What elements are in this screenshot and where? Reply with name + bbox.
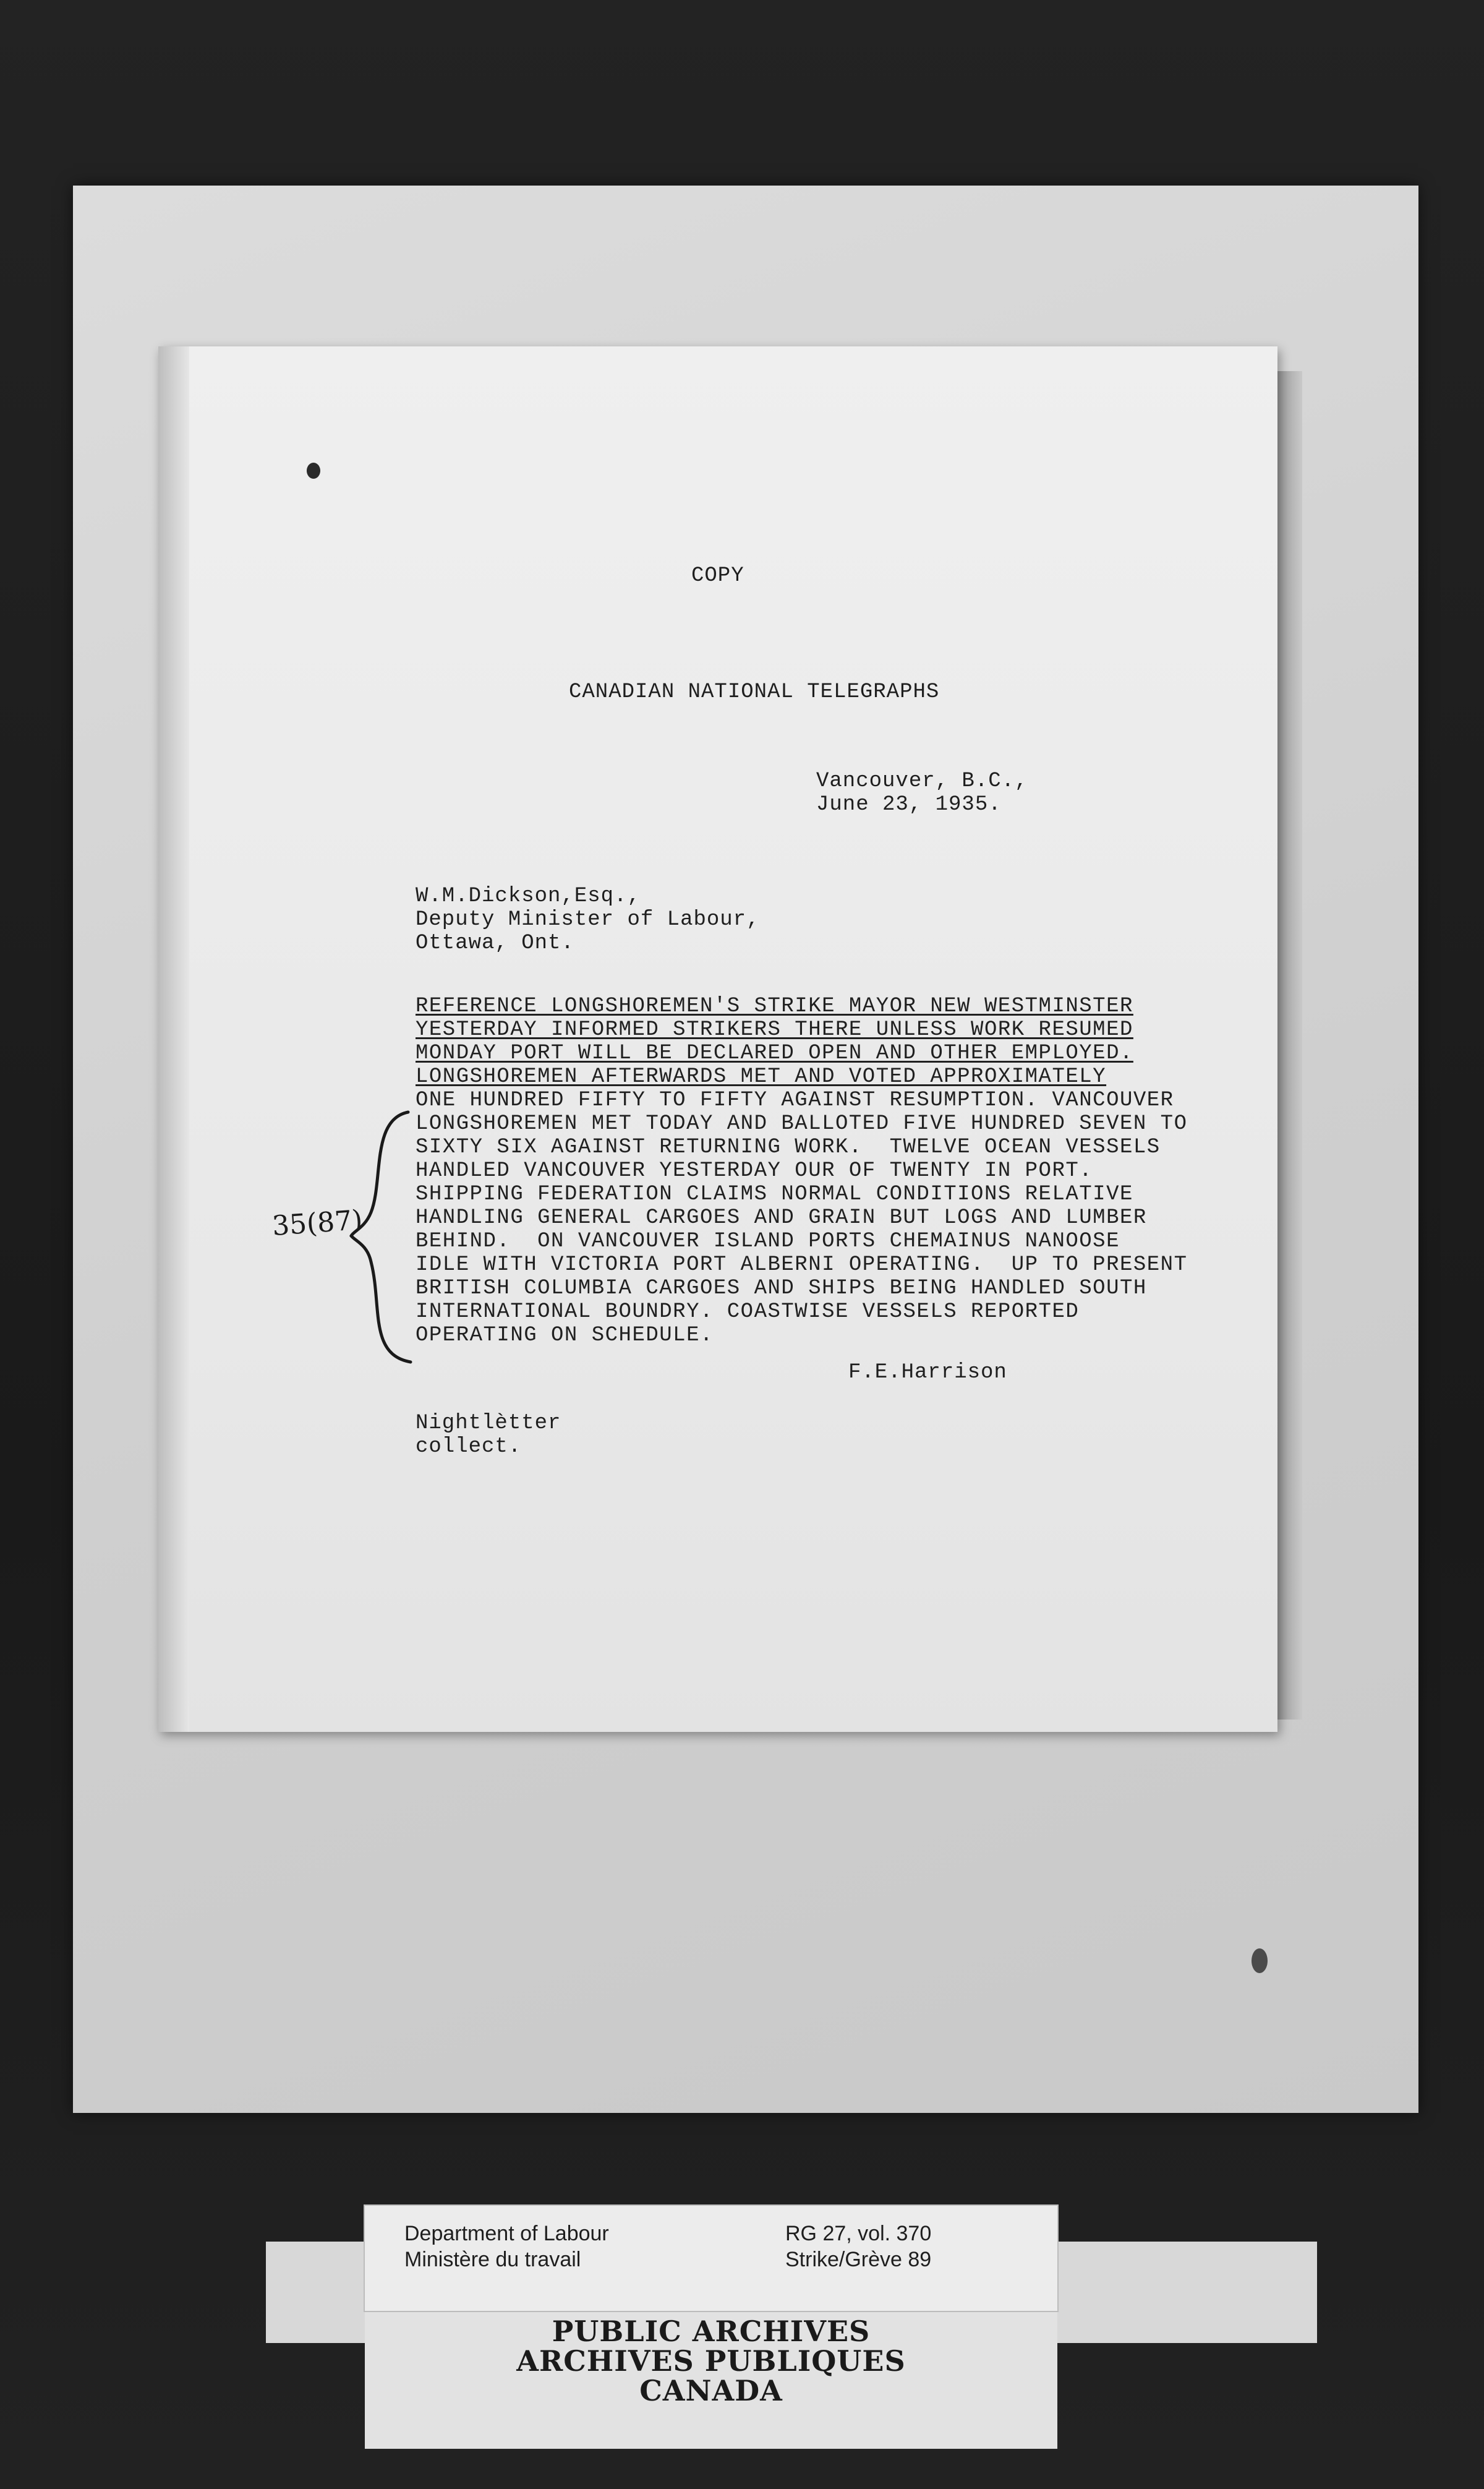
- body-line: YESTERDAY INFORMED STRIKERS THERE UNLESS WORK RESUMED: [416, 1018, 1133, 1042]
- sheet-shadow-edge: [1277, 371, 1302, 1720]
- body-line: BEHIND. ON VANCOUVER ISLAND PORTS CHEMAINUS NANOOSE: [416, 1230, 1120, 1253]
- archive-label: [364, 2204, 1059, 2312]
- address-line: W.M.Dickson,Esq.,: [416, 885, 641, 908]
- stamp-line: ARCHIVES PUBLIQUES: [516, 2344, 906, 2378]
- margin-note: 35(87): [271, 1204, 364, 1243]
- telegram-body: [416, 995, 1219, 1347]
- body-line: INTERNATIONAL BOUNDRY. COASTWISE VESSELS REPORTED: [416, 1300, 1080, 1324]
- address-line: Ottawa, Ont.: [416, 932, 574, 955]
- body-line: SHIPPING FEDERATION CLAIMS NORMAL CONDITIONS RELATIVE: [416, 1183, 1133, 1206]
- signature: F.E.Harrison: [848, 1361, 1007, 1384]
- place: Vancouver, B.C.,: [816, 769, 1028, 793]
- rg-reference: RG 27, vol. 370: [785, 2222, 932, 2245]
- dept-fr: Ministère du travail: [404, 2248, 581, 2271]
- stamp-line: CANADA: [639, 2374, 783, 2407]
- stamp-line: PUBLIC ARCHIVES: [552, 2315, 871, 2348]
- ink-blot: [1252, 1948, 1268, 1973]
- body-line: OPERATING ON SCHEDULE.: [416, 1324, 714, 1347]
- ink-blot: [307, 463, 320, 479]
- file-reference: Strike/Grève 89: [785, 2248, 932, 2271]
- body-line: LONGSHOREMEN AFTERWARDS MET AND VOTED APPROXIMATELY: [416, 1065, 1107, 1089]
- date: June 23, 1935.: [816, 793, 1002, 816]
- footer-line: Nightlètter: [416, 1412, 561, 1435]
- body-line: HANDLING GENERAL CARGOES AND GRAIN BUT LOGS AND LUMBER: [416, 1206, 1147, 1230]
- body-line: ONE HUNDRED FIFTY TO FIFTY AGAINST RESUMPTION. VANCOUVER: [416, 1089, 1174, 1112]
- dept-en: Department of Labour: [404, 2222, 609, 2245]
- company-name: CANADIAN NATIONAL TELEGRAPHS: [569, 680, 940, 704]
- sheet-left-edge: [158, 346, 189, 1732]
- handwritten-bracket: [346, 1107, 420, 1367]
- body-line: IDLE WITH VICTORIA PORT ALBERNI OPERATING. UP TO PRESENT: [416, 1253, 1188, 1277]
- body-line: LONGSHOREMEN MET TODAY AND BALLOTED FIVE HUNDRED SEVEN TO: [416, 1112, 1188, 1136]
- body-line: SIXTY SIX AGAINST RETURNING WORK. TWELVE OCEAN VESSELS: [416, 1136, 1161, 1159]
- address-line: Deputy Minister of Labour,: [416, 908, 760, 932]
- body-line: REFERENCE LONGSHOREMEN'S STRIKE MAYOR NEW WESTMINSTER: [416, 995, 1133, 1018]
- body-line: BRITISH COLUMBIA CARGOES AND SHIPS BEING HANDLED SOUTH: [416, 1277, 1147, 1300]
- body-line: HANDLED VANCOUVER YESTERDAY OUR OF TWENTY IN PORT.: [416, 1159, 1093, 1183]
- copy-heading: COPY: [691, 564, 744, 588]
- body-line: MONDAY PORT WILL BE DECLARED OPEN AND OTHER EMPLOYED.: [416, 1042, 1133, 1065]
- footer-line: collect.: [416, 1435, 522, 1459]
